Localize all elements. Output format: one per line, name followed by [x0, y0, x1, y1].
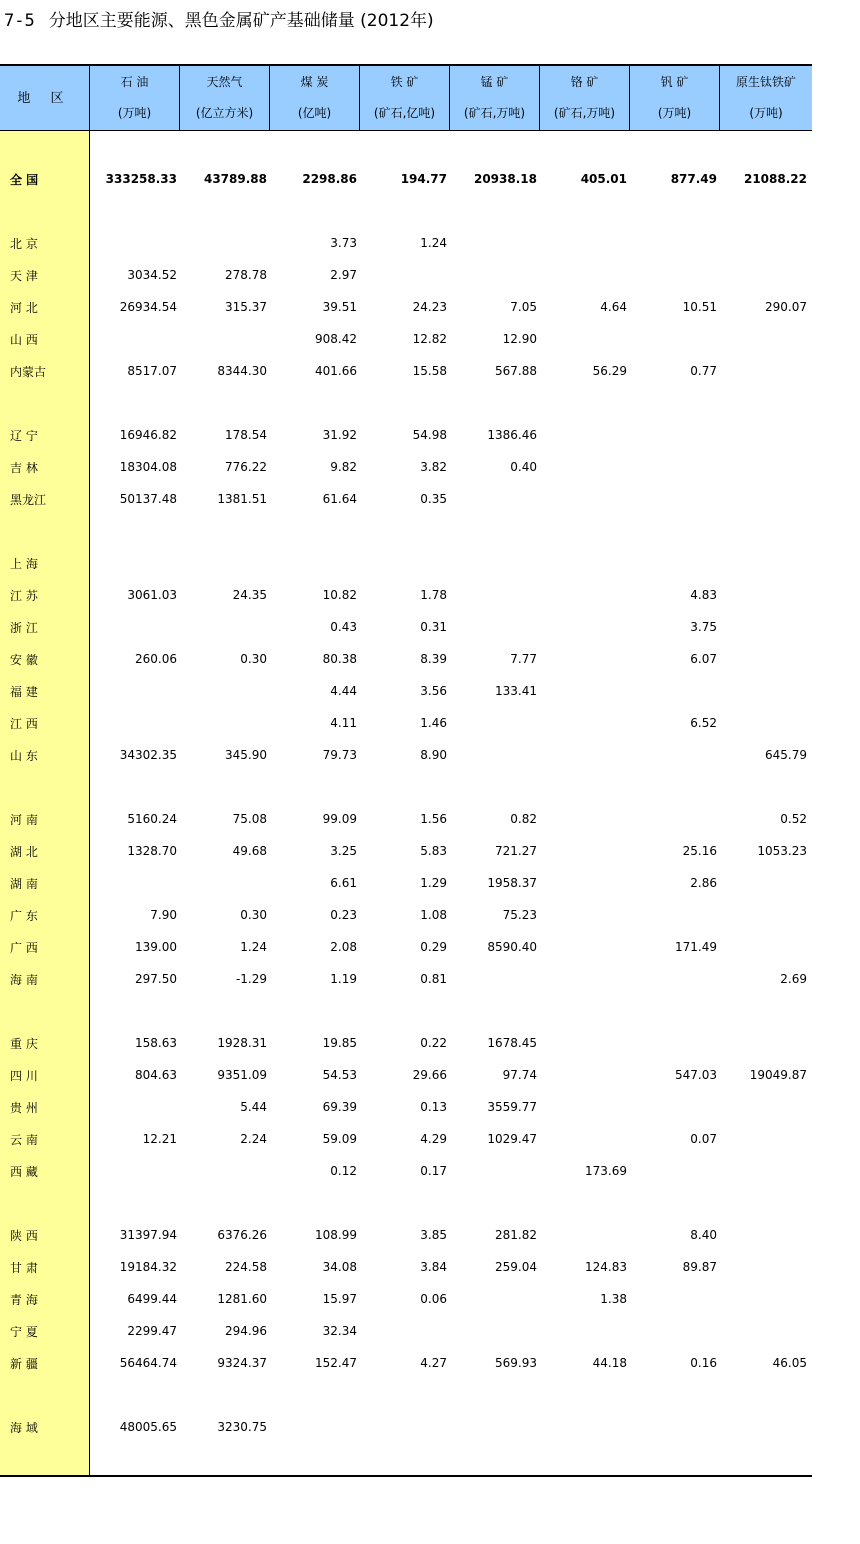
value-cell: 1.46 — [420, 716, 447, 730]
header-col-unit: (矿石,万吨) — [463, 106, 526, 120]
value-cell: 224.58 — [225, 1260, 267, 1274]
value-cell: 0.06 — [420, 1292, 447, 1306]
table-row — [0, 291, 812, 323]
value-cell: 4.11 — [330, 716, 357, 730]
value-cell: 3.75 — [690, 620, 717, 634]
value-cell: 2299.47 — [127, 1324, 177, 1338]
region-cell: 浙 江 — [0, 611, 90, 643]
value-cell: 0.30 — [240, 652, 267, 666]
spacer-row — [0, 771, 812, 803]
table-row — [0, 579, 812, 611]
value-cell: 32.34 — [322, 1324, 357, 1338]
value-cell: 0.23 — [330, 908, 357, 922]
value-cell: 0.30 — [240, 908, 267, 922]
page-title — [4, 6, 434, 31]
table-title: 分地区主要能源、黑色金属矿产基础储量 (2012年) — [48, 11, 434, 31]
value-cell: 20938.18 — [473, 172, 537, 186]
value-cell: 0.81 — [420, 972, 447, 986]
value-cell: 259.04 — [495, 1260, 537, 1274]
region-cell: 贵 州 — [0, 1091, 90, 1123]
region-cell: 广 西 — [0, 931, 90, 963]
header-col-unit: (万吨) — [657, 106, 692, 120]
value-cell: 6499.44 — [127, 1292, 177, 1306]
value-cell: 1678.45 — [487, 1036, 537, 1050]
value-cell: 54.53 — [322, 1068, 357, 1082]
table-row — [0, 1027, 812, 1059]
value-cell: 3.82 — [420, 460, 447, 474]
table-row — [0, 739, 812, 771]
region-cell: 河 北 — [0, 291, 90, 323]
value-cell: 34.08 — [322, 1260, 357, 1274]
value-cell: 44.18 — [592, 1356, 627, 1370]
header-col-ilmenite — [720, 66, 812, 130]
value-cell: 0.40 — [510, 460, 537, 474]
value-cell: 8517.07 — [127, 364, 177, 378]
value-cell: 3.56 — [420, 684, 447, 698]
value-cell: 567.88 — [495, 364, 537, 378]
value-cell: 0.31 — [420, 620, 447, 634]
value-cell: 0.22 — [420, 1036, 447, 1050]
value-cell: 2298.86 — [302, 172, 357, 186]
table-row — [0, 899, 812, 931]
value-cell: 10.82 — [322, 588, 357, 602]
value-cell: 5.83 — [420, 844, 447, 858]
value-cell: 0.82 — [510, 812, 537, 826]
table-row — [0, 675, 812, 707]
value-cell: 19.85 — [322, 1036, 357, 1050]
spacer-row — [0, 995, 812, 1027]
header-col-unit: (万吨) — [117, 106, 152, 120]
region-cell: 广 东 — [0, 899, 90, 931]
table-row — [0, 1315, 812, 1347]
value-cell: 5.44 — [240, 1100, 267, 1114]
value-cell: 3.73 — [330, 236, 357, 250]
value-cell: 1.78 — [420, 588, 447, 602]
value-cell: 4.29 — [420, 1132, 447, 1146]
value-cell: 5160.24 — [127, 812, 177, 826]
region-cell: 西 藏 — [0, 1155, 90, 1187]
spacer-row — [0, 1379, 812, 1411]
value-cell: 401.66 — [315, 364, 357, 378]
data-table — [0, 64, 812, 1477]
value-cell: 4.83 — [690, 588, 717, 602]
region-cell — [0, 1379, 90, 1411]
value-cell: 3034.52 — [127, 268, 177, 282]
value-cell: 26934.54 — [119, 300, 177, 314]
region-cell — [0, 195, 90, 227]
region-cell: 江 苏 — [0, 579, 90, 611]
value-cell: 877.49 — [670, 172, 717, 186]
region-cell: 青 海 — [0, 1283, 90, 1315]
spacer-row — [0, 387, 812, 419]
region-cell: 天 津 — [0, 259, 90, 291]
header-col-gas — [180, 66, 270, 130]
region-cell: 北 京 — [0, 227, 90, 259]
value-cell: 75.08 — [232, 812, 267, 826]
value-cell: 1029.47 — [487, 1132, 537, 1146]
table-row — [0, 963, 812, 995]
table-row — [0, 355, 812, 387]
table-row — [0, 1091, 812, 1123]
spacer-row — [0, 1443, 812, 1475]
header-col-unit: (矿石,万吨) — [553, 106, 616, 120]
value-cell: 8.40 — [690, 1228, 717, 1242]
value-cell: 3.85 — [420, 1228, 447, 1242]
region-cell: 陕 西 — [0, 1219, 90, 1251]
value-cell: 776.22 — [225, 460, 267, 474]
value-cell: 152.47 — [315, 1356, 357, 1370]
value-cell: 2.24 — [240, 1132, 267, 1146]
header-col-unit: (万吨) — [749, 106, 783, 120]
value-cell: 99.09 — [322, 812, 357, 826]
header-col-name: 天然气 — [206, 75, 243, 89]
value-cell: 29.66 — [412, 1068, 447, 1082]
header-col-manganese — [450, 66, 540, 130]
value-cell: 1.24 — [240, 940, 267, 954]
header-col-name: 铁 矿 — [390, 75, 419, 89]
region-cell: 四 川 — [0, 1059, 90, 1091]
table-row — [0, 547, 812, 579]
region-cell: 内蒙古 — [0, 355, 90, 387]
header-col-coal — [270, 66, 360, 130]
value-cell: 97.74 — [502, 1068, 537, 1082]
table-row — [0, 259, 812, 291]
table-row — [0, 867, 812, 899]
value-cell: 8.39 — [420, 652, 447, 666]
value-cell: 1.38 — [600, 1292, 627, 1306]
value-cell: 15.58 — [412, 364, 447, 378]
header-col-name: 原生钛铁矿 — [735, 75, 796, 89]
value-cell: 0.43 — [330, 620, 357, 634]
value-cell: 9351.09 — [217, 1068, 267, 1082]
value-cell: 9324.37 — [217, 1356, 267, 1370]
value-cell: 139.00 — [135, 940, 177, 954]
value-cell: 4.64 — [600, 300, 627, 314]
region-cell: 吉 林 — [0, 451, 90, 483]
value-cell: 10.51 — [682, 300, 717, 314]
value-cell: 49.68 — [232, 844, 267, 858]
region-cell: 海 域 — [0, 1411, 90, 1443]
table-row — [0, 1059, 812, 1091]
region-cell — [0, 995, 90, 1027]
value-cell: 80.38 — [322, 652, 357, 666]
value-cell: 6.07 — [690, 652, 717, 666]
table-row — [0, 419, 812, 451]
value-cell: 315.37 — [225, 300, 267, 314]
table-row — [0, 1411, 812, 1443]
value-cell: 290.07 — [765, 300, 807, 314]
value-cell: 3.25 — [330, 844, 357, 858]
region-cell: 安 徽 — [0, 643, 90, 675]
value-cell: 15.97 — [322, 1292, 357, 1306]
region-cell: 湖 北 — [0, 835, 90, 867]
value-cell: 24.23 — [412, 300, 447, 314]
region-cell: 全 国 — [0, 163, 90, 195]
value-cell: 1.29 — [420, 876, 447, 890]
value-cell: 569.93 — [495, 1356, 537, 1370]
value-cell: 7.90 — [150, 908, 177, 922]
value-cell: 133.41 — [495, 684, 537, 698]
value-cell: 2.69 — [780, 972, 807, 986]
table-body — [0, 131, 812, 1475]
value-cell: 69.39 — [322, 1100, 357, 1114]
table-row — [0, 931, 812, 963]
value-cell: 34302.35 — [119, 748, 177, 762]
value-cell: 46.05 — [772, 1356, 807, 1370]
value-cell: 6.61 — [330, 876, 357, 890]
value-cell: 173.69 — [585, 1164, 627, 1178]
value-cell: 0.52 — [780, 812, 807, 826]
table-row — [0, 643, 812, 675]
value-cell: 1.08 — [420, 908, 447, 922]
region-cell — [0, 1443, 90, 1475]
region-cell: 山 东 — [0, 739, 90, 771]
value-cell: 25.16 — [682, 844, 717, 858]
value-cell: 16946.82 — [119, 428, 177, 442]
header-region: 地 区 — [0, 66, 90, 130]
value-cell: 1281.60 — [217, 1292, 267, 1306]
table-row — [0, 707, 812, 739]
value-cell: 1.56 — [420, 812, 447, 826]
table-row — [0, 1219, 812, 1251]
value-cell: 281.82 — [495, 1228, 537, 1242]
value-cell: 56464.74 — [119, 1356, 177, 1370]
value-cell: 54.98 — [412, 428, 447, 442]
value-cell: 12.90 — [502, 332, 537, 346]
table-row — [0, 483, 812, 515]
table-bottom-rule — [0, 1475, 812, 1477]
value-cell: 8344.30 — [217, 364, 267, 378]
region-cell: 河 南 — [0, 803, 90, 835]
header-col-name: 锰 矿 — [480, 75, 509, 89]
value-cell: 79.73 — [322, 748, 357, 762]
header-col-unit: (亿吨) — [297, 106, 332, 120]
region-cell: 辽 宁 — [0, 419, 90, 451]
value-cell: 7.05 — [510, 300, 537, 314]
value-cell: 61.64 — [322, 492, 357, 506]
value-cell: 43789.88 — [203, 172, 267, 186]
value-cell: 31397.94 — [119, 1228, 177, 1242]
value-cell: 2.86 — [690, 876, 717, 890]
value-cell: 7.77 — [510, 652, 537, 666]
region-cell — [0, 515, 90, 547]
value-cell: 1.19 — [330, 972, 357, 986]
value-cell: 333258.33 — [105, 172, 177, 186]
value-cell: 56.29 — [592, 364, 627, 378]
value-cell: 1386.46 — [487, 428, 537, 442]
value-cell: 75.23 — [502, 908, 537, 922]
value-cell: 194.77 — [400, 172, 447, 186]
table-row — [0, 323, 812, 355]
value-cell: 345.90 — [225, 748, 267, 762]
header-col-chromium — [540, 66, 630, 130]
value-cell: 0.13 — [420, 1100, 447, 1114]
value-cell: 178.54 — [225, 428, 267, 442]
value-cell: 8.90 — [420, 748, 447, 762]
region-cell: 福 建 — [0, 675, 90, 707]
region-cell: 江 西 — [0, 707, 90, 739]
value-cell: 108.99 — [315, 1228, 357, 1242]
table-row — [0, 835, 812, 867]
value-cell: 297.50 — [135, 972, 177, 986]
value-cell: 0.17 — [420, 1164, 447, 1178]
value-cell: 3.84 — [420, 1260, 447, 1274]
region-cell — [0, 131, 90, 163]
value-cell: 50137.48 — [119, 492, 177, 506]
value-cell: 1958.37 — [487, 876, 537, 890]
value-cell: 0.12 — [330, 1164, 357, 1178]
region-cell: 上 海 — [0, 547, 90, 579]
region-cell: 海 南 — [0, 963, 90, 995]
value-cell: 19184.32 — [119, 1260, 177, 1274]
value-cell: 405.01 — [580, 172, 627, 186]
value-cell: 12.21 — [142, 1132, 177, 1146]
value-cell: 0.77 — [690, 364, 717, 378]
value-cell: 1381.51 — [217, 492, 267, 506]
header-col-unit: (亿立方米) — [195, 106, 254, 120]
value-cell: 3061.03 — [127, 588, 177, 602]
header-col-unit: (矿石,亿吨) — [373, 106, 436, 120]
region-cell: 甘 肃 — [0, 1251, 90, 1283]
value-cell: 547.03 — [675, 1068, 717, 1082]
value-cell: 31.92 — [322, 428, 357, 442]
table-row — [0, 611, 812, 643]
value-cell: 0.35 — [420, 492, 447, 506]
header-col-iron — [360, 66, 450, 130]
value-cell: 39.51 — [322, 300, 357, 314]
value-cell: 4.27 — [420, 1356, 447, 1370]
value-cell: 3230.75 — [217, 1420, 267, 1434]
value-cell: 24.35 — [232, 588, 267, 602]
value-cell: 4.44 — [330, 684, 357, 698]
value-cell: 18304.08 — [119, 460, 177, 474]
spacer-row — [0, 131, 812, 163]
value-cell: 0.16 — [690, 1356, 717, 1370]
header-col-name: 煤 炭 — [300, 75, 329, 89]
table-row — [0, 227, 812, 259]
value-cell: 89.87 — [682, 1260, 717, 1274]
header-col-name: 石 油 — [120, 75, 149, 89]
region-cell: 云 南 — [0, 1123, 90, 1155]
table-row — [0, 1123, 812, 1155]
value-cell: 59.09 — [322, 1132, 357, 1146]
value-cell: 294.96 — [225, 1324, 267, 1338]
table-row — [0, 1347, 812, 1379]
region-cell: 宁 夏 — [0, 1315, 90, 1347]
value-cell: 3559.77 — [487, 1100, 537, 1114]
value-cell: 19049.87 — [749, 1068, 807, 1082]
header-col-name: 铬 矿 — [570, 75, 599, 89]
header-col-oil — [90, 66, 180, 130]
region-cell: 黑龙江 — [0, 483, 90, 515]
value-cell: 260.06 — [135, 652, 177, 666]
spacer-row — [0, 515, 812, 547]
region-cell: 新 疆 — [0, 1347, 90, 1379]
region-cell — [0, 387, 90, 419]
value-cell: 804.63 — [135, 1068, 177, 1082]
value-cell: 8590.40 — [487, 940, 537, 954]
value-cell: 2.97 — [330, 268, 357, 282]
value-cell: 6376.26 — [217, 1228, 267, 1242]
value-cell: 645.79 — [765, 748, 807, 762]
value-cell: 2.08 — [330, 940, 357, 954]
value-cell: 171.49 — [675, 940, 717, 954]
spacer-row — [0, 195, 812, 227]
value-cell: 1328.70 — [127, 844, 177, 858]
value-cell: 48005.65 — [119, 1420, 177, 1434]
value-cell: 1.24 — [420, 236, 447, 250]
table-header — [0, 64, 812, 131]
value-cell: 1053.23 — [757, 844, 807, 858]
table-row — [0, 451, 812, 483]
value-cell: 6.52 — [690, 716, 717, 730]
table-row — [0, 1251, 812, 1283]
table-row — [0, 1155, 812, 1187]
value-cell: 1928.31 — [217, 1036, 267, 1050]
header-col-name: 钒 矿 — [660, 75, 689, 89]
value-cell: 908.42 — [315, 332, 357, 346]
value-cell: 0.29 — [420, 940, 447, 954]
value-cell: 9.82 — [330, 460, 357, 474]
table-number: 7-5 — [4, 11, 35, 31]
spacer-row — [0, 1187, 812, 1219]
value-cell: -1.29 — [235, 972, 267, 986]
value-cell: 278.78 — [225, 268, 267, 282]
value-cell: 12.82 — [412, 332, 447, 346]
value-cell: 158.63 — [135, 1036, 177, 1050]
region-cell: 山 西 — [0, 323, 90, 355]
total-row — [0, 163, 812, 195]
region-cell — [0, 771, 90, 803]
value-cell: 721.27 — [495, 844, 537, 858]
region-cell — [0, 1187, 90, 1219]
region-cell: 重 庆 — [0, 1027, 90, 1059]
value-cell: 21088.22 — [743, 172, 807, 186]
value-cell: 124.83 — [585, 1260, 627, 1274]
table-row — [0, 803, 812, 835]
header-col-vanadium — [630, 66, 720, 130]
region-cell: 湖 南 — [0, 867, 90, 899]
value-cell: 0.07 — [690, 1132, 717, 1146]
table-row — [0, 1283, 812, 1315]
